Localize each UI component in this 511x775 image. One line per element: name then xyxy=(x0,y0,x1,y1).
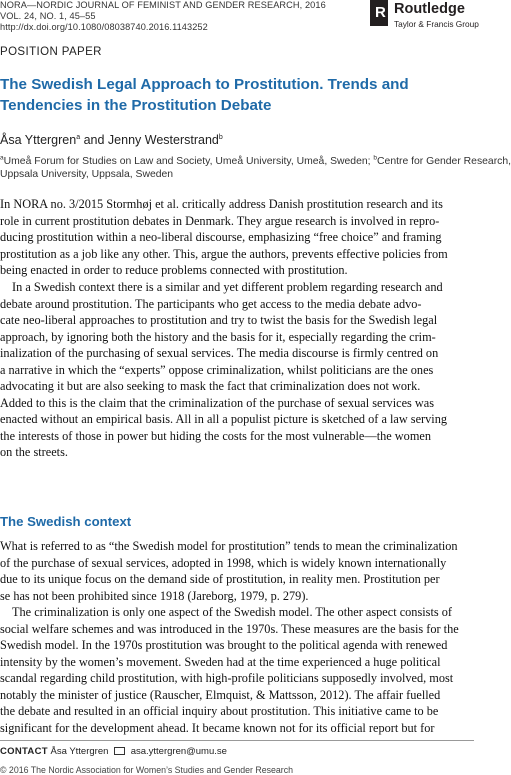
text-line: intensity by the women’s movement. Sweden had at the time experienced a huge political xyxy=(0,654,441,669)
publisher-group: Taylor & Francis Group xyxy=(394,19,479,29)
text-line: notably the minister of justice (Rauscher, Elmquist, & Mattsson, 2012). The affair fuelled xyxy=(0,687,441,702)
footer-divider xyxy=(0,740,474,741)
text-line: In a Swedish context there is a similar and yet different problem regarding research and xyxy=(12,280,443,294)
paragraph-intro xyxy=(0,196,474,279)
affiliation-text: Umeå Forum for Studies on Law and Society, Umeå University, Umeå, Sweden; xyxy=(3,156,374,167)
publisher-name: Routledge xyxy=(394,1,465,17)
contact-info xyxy=(0,746,227,757)
text-line: on the streets. xyxy=(0,445,68,459)
text-line: Swedish model. In the 1970s prostitution was brought to the political agenda with renewed xyxy=(0,638,448,652)
mail-icon xyxy=(114,747,125,755)
affiliations xyxy=(0,154,511,182)
paragraph-swedish-context xyxy=(0,279,474,461)
doi-link[interactable]: http://dx.doi.org/10.1080/08038740.2016.1143252 xyxy=(0,22,208,32)
text-line: advocating it but are also seeking to mask the fact that criminalization does not work. xyxy=(0,379,421,393)
text-line: being enacted in order to reduce problems connected with prostitution. xyxy=(0,263,348,277)
author-name[interactable]: Åsa Yttergren xyxy=(0,133,77,147)
paragraph-criminalization xyxy=(0,604,474,736)
journal-volume: VOL. 24, NO. 1, 45–55 xyxy=(0,11,96,21)
text-line: the interests of those in power but hiding the costs for the most vulnerable—the women xyxy=(0,428,431,443)
text-line: role in current prostitution debates in Denmark. They argue research is involved in repro- xyxy=(0,213,440,228)
text-line: prostitution as a job like any other. This, argue the authors, prevents effective policies from xyxy=(0,246,448,261)
text-line: enacted without an empirical basis. All in all a populist picture is sketched of a law serving xyxy=(0,412,448,426)
journal-name: NORA—NORDIC JOURNAL OF FEMINIST AND GENDER RESEARCH, 2016 xyxy=(0,0,326,10)
contact-email[interactable]: asa.yttergren@umu.se xyxy=(130,746,227,757)
text-line: a narrative in which the “experts” oppose criminalization, whilst politicians are the ones xyxy=(0,362,434,377)
affil-mark: b xyxy=(373,154,378,162)
affiliation-text: Uppsala University, Uppsala, Sweden xyxy=(0,169,174,181)
article-title xyxy=(0,74,474,116)
copyright-notice: © 2016 The Nordic Association for Women’s Studies and Gender Research xyxy=(0,765,294,775)
author-affil-mark: a xyxy=(76,133,81,141)
author-list xyxy=(0,133,223,147)
paragraph-swedish-model xyxy=(0,538,474,604)
author-separator: and xyxy=(80,133,108,147)
affiliation-text: Centre for Gender Research, xyxy=(377,156,511,167)
text-line: inalization of the purchasing of sexual services. The media discourse is firmly centred on xyxy=(0,346,439,360)
text-line: The criminalization is only one aspect of the Swedish model. The other aspect consists of xyxy=(12,605,452,619)
text-line: approach, by ignoring both the history and the basis for it, especially regarding the crim- xyxy=(0,329,436,344)
author-name[interactable]: Jenny Westerstrand xyxy=(107,133,219,147)
affil-mark: a xyxy=(0,154,4,162)
text-line: due to its unique focus on the demand side of prostitution, in reality men. Prostitution per xyxy=(0,572,440,586)
text-line: debate around prostitution. The participants who get access to the media debate advo- xyxy=(0,296,422,311)
title-line: The Swedish Legal Approach to Prostitution. Trends and xyxy=(0,76,409,93)
text-line: the debate and resulted in an official inquiry about prostitution. This initiative came to be xyxy=(0,704,439,718)
author-affil-mark: b xyxy=(218,133,223,141)
contact-name: Åsa Yttergren xyxy=(50,746,109,757)
contact-label: CONTACT xyxy=(0,746,48,757)
section-heading: The Swedish context xyxy=(0,514,132,529)
logo-letter: R xyxy=(375,4,386,21)
text-line: scandal regarding child prostitution, with high-profile politicians supposedly involved, most xyxy=(0,671,454,685)
text-line: cate neo-liberal approaches to prostitution and try to twist the basis for the Swedish legal xyxy=(0,313,438,327)
text-line: What is referred to as “the Swedish model for prostitution” tends to mean the criminalization xyxy=(0,539,458,553)
text-line: ducing prostitution within a neo-liberal discourse, emphasizing “free choice” and framing xyxy=(0,230,442,244)
text-line: se has not been prohibited since 1918 (Jareborg, 1979, p. 279). xyxy=(0,588,309,603)
text-line: In NORA no. 3/2015 Stormhøj et al. critically address Danish prostitution research and its xyxy=(0,197,443,211)
title-line: Tendencies in the Prostitution Debate xyxy=(0,97,272,114)
text-line: of the purchase of sexual services, adopted in 1998, which is widely known internationally xyxy=(0,555,447,570)
text-line: significant for the development ahead. It became known not for its official report but for xyxy=(0,720,435,735)
text-line: social welfare schemes and was introduced in the 1970s. These measures are the basis for the xyxy=(0,621,459,636)
text-line: Added to this is the claim that the criminalization of the purchase of sexual services was xyxy=(0,395,435,410)
article-type: POSITION PAPER xyxy=(0,46,102,58)
